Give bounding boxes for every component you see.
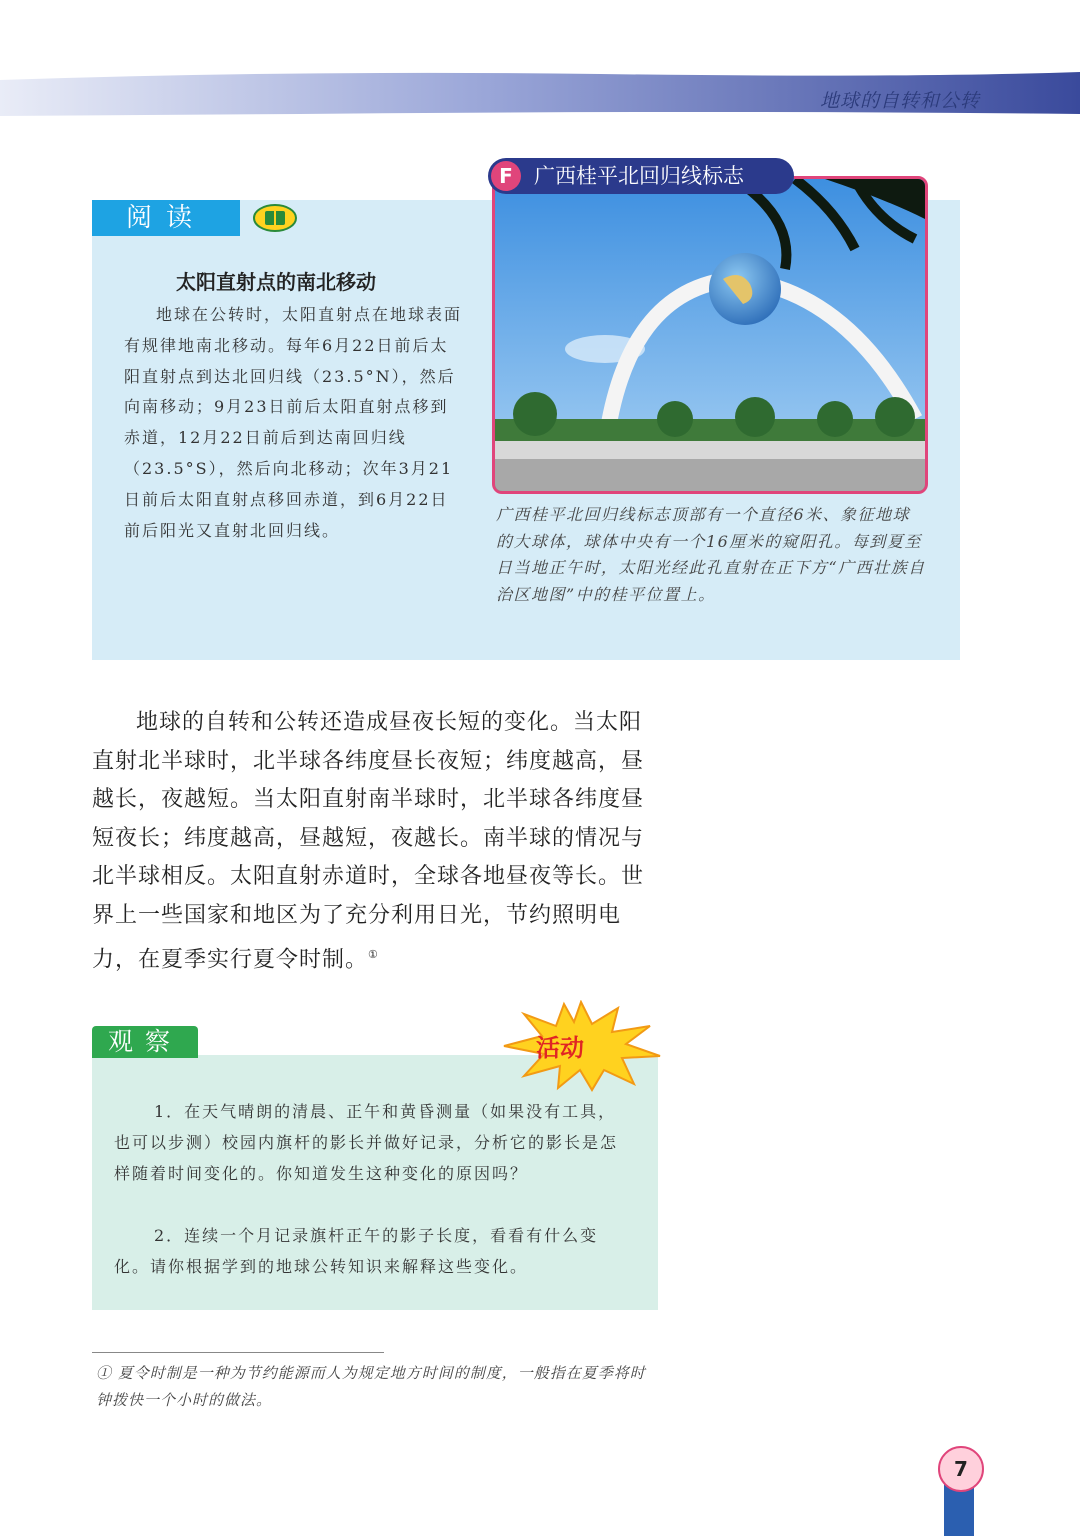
photo-label [488, 158, 794, 194]
footnote-marker: ① [368, 947, 379, 961]
chapter-title: 地球的自转和公转 [819, 90, 980, 112]
photo-frame [492, 176, 928, 494]
page-number: 7 [938, 1446, 984, 1492]
monument-photo [495, 179, 925, 491]
activity-label: 活动 [536, 1034, 584, 1062]
photo-title: 广西桂平北回归线标志 [534, 164, 744, 188]
observation-item-2: 2．连续一个月记录旗杆正午的影子长度，看看有什么变化。请你根据学到的地球公转知识来解释这些变化。 [114, 1226, 599, 1276]
main-paragraph-text: 地球的自转和公转还造成昼夜长短的变化。当太阳直射北半球时，北半球各纬度昼长夜短；纬度越高，昼越长，夜越短。当太阳直射南半球时，北半球各纬度昼短夜长；纬度越高，昼越短，夜越长。南半球的情况与北半球相反。太阳直射赤道时，全球各地昼夜等长。世界上一些国家和地区为了充分利用日光，节约照明电力，在夏季实行夏令时制。 [92, 710, 645, 972]
observation-tab: 观察 [92, 1026, 198, 1058]
footnote-divider [92, 1352, 384, 1353]
reading-tab: 阅读 [92, 200, 240, 236]
photo-letter-badge: F [491, 161, 521, 191]
photo-caption: 广西桂平北回归线标志顶部有一个直径6米、象征地球的大球体，球体中央有一个16厘米的窥阳孔。每到夏至日当地正午时，太阳光经此孔直射在正下方“广西壮族自治区地图”中的桂平位置上。 [496, 505, 926, 604]
observation-item-1: 1．在天气晴朗的清晨、正午和黄昏测量（如果没有工具，也可以步测）校园内旗杆的影长并做好记录，分析它的影长是怎样随着时间变化的。你知道发生这种变化的原因吗？ [114, 1102, 619, 1183]
reading-heading: 太阳直射点的南北移动 [176, 270, 376, 294]
reading-body: 地球在公转时，太阳直射点在地球表面有规律地南北移动。每年6月22日前后太阳直射点到达北回归线（23.5°N），然后向南移动；9月23日前后太阳直射点移到赤道，12月22日前后到达南回归线（23.5°S），然后向北移动；次年3月21日前后太阳直射点移回赤道，到6月22日前后阳光又直射北回归线。 [124, 305, 463, 540]
book-icon [252, 203, 298, 233]
main-paragraph [92, 704, 662, 979]
footnote: ① 夏令时制是一种为节约能源而人为规定地方时间的制度，一般指在夏季将时钟拨快一个小时的做法。 [96, 1364, 646, 1409]
